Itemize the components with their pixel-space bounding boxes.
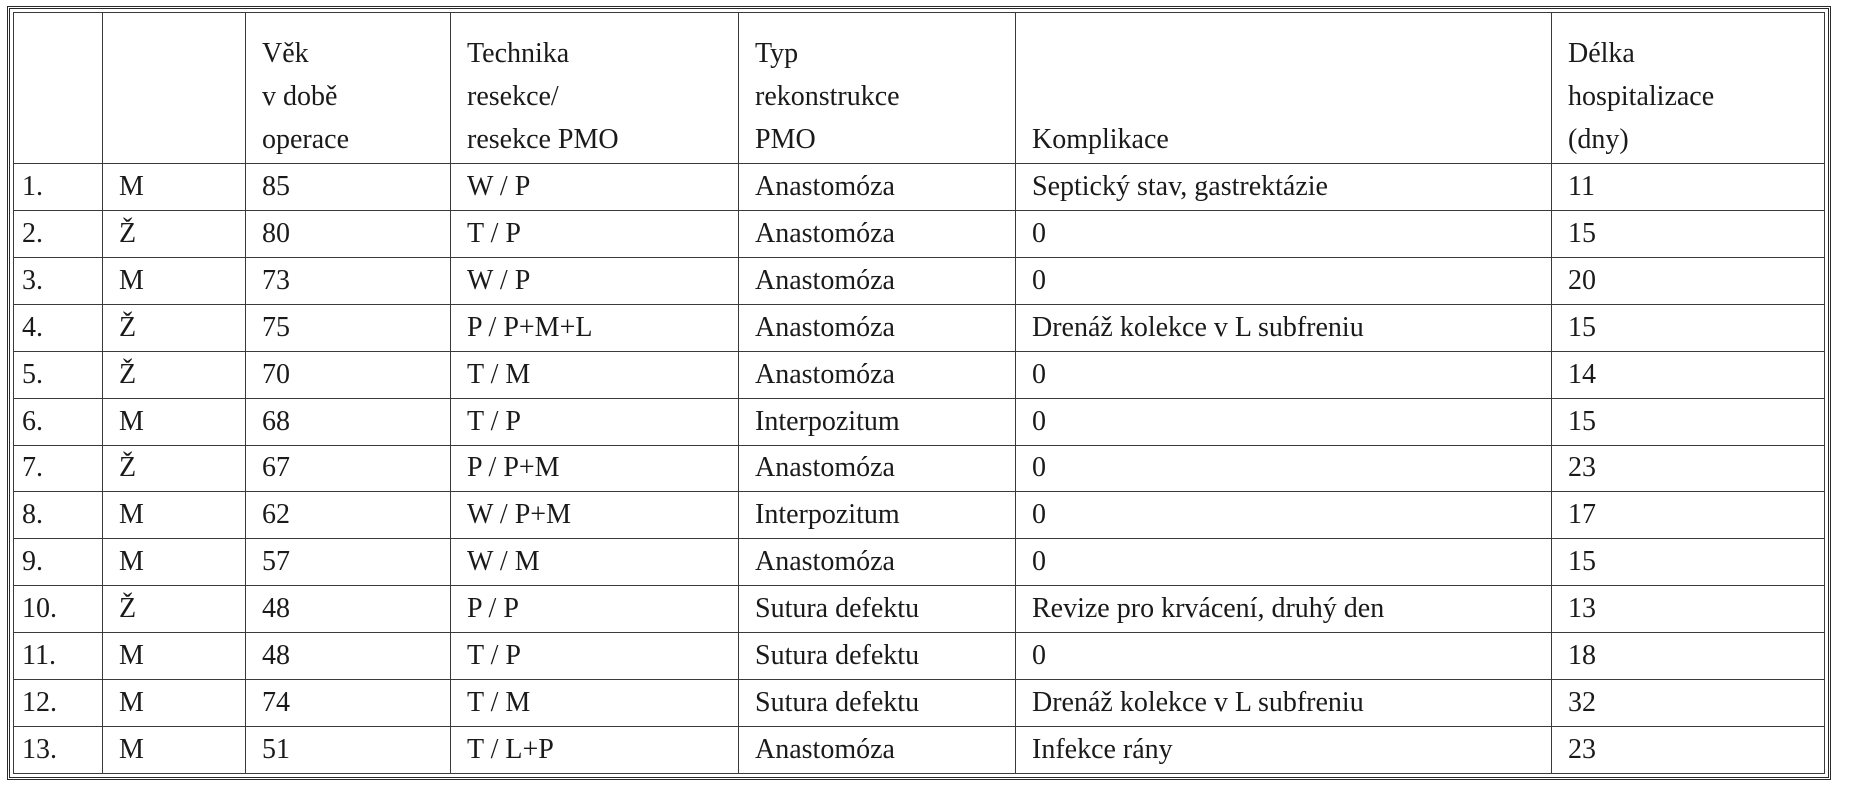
cell-complications: 0 [1016,445,1552,492]
cell-stay-length: 15 [1552,539,1825,586]
cell-index: 4. [14,304,103,351]
cell-sex: M [103,539,246,586]
cell-sex: M [103,257,246,304]
cell-age: 48 [246,586,451,633]
table-row [14,586,1825,633]
cell-complications: 0 [1016,492,1552,539]
cell-age: 62 [246,492,451,539]
cell-stay-length: 15 [1552,210,1825,257]
cell-sex: M [103,680,246,727]
table-row [14,445,1825,492]
table-row [14,727,1825,774]
cell-age: 68 [246,398,451,445]
cell-sex: M [103,164,246,211]
cell-age: 73 [246,257,451,304]
cell-technique: T / P [451,398,739,445]
cell-age: 67 [246,445,451,492]
cell-complications: 0 [1016,633,1552,680]
cell-stay-length: 20 [1552,257,1825,304]
cell-stay-length: 13 [1552,586,1825,633]
header-line: resekce/ [467,81,559,112]
table-frame [7,6,1831,780]
header-cell-technique [451,13,739,164]
header-line: Komplikace [1032,124,1169,155]
cell-technique: W / P [451,257,739,304]
header-line: operace [262,124,350,155]
cell-index: 8. [14,492,103,539]
cell-reconstruction: Anastomóza [739,727,1016,774]
cell-sex: Ž [103,351,246,398]
cell-sex: Ž [103,210,246,257]
header-cell-reconstruction [739,13,1016,164]
cell-stay-length: 15 [1552,398,1825,445]
table-row [14,680,1825,727]
cell-complications: 0 [1016,351,1552,398]
cell-complications: Revize pro krvácení, druhý den [1016,586,1552,633]
cell-index: 1. [14,164,103,211]
table-row [14,257,1825,304]
header-cell-sex [103,13,246,164]
cell-sex: M [103,492,246,539]
header-line: Délka [1568,38,1635,69]
cell-reconstruction: Interpozitum [739,398,1016,445]
cell-technique: T / M [451,680,739,727]
table-row [14,210,1825,257]
cell-complications: Drenáž kolekce v L subfreniu [1016,304,1552,351]
cell-stay-length: 11 [1552,164,1825,211]
header-line: Věk [262,38,309,69]
cell-index: 6. [14,398,103,445]
table-row [14,633,1825,680]
cell-reconstruction: Sutura defektu [739,680,1016,727]
header-line: PMO [755,124,816,155]
cell-stay-length: 32 [1552,680,1825,727]
header-cell-age [246,13,451,164]
cell-age: 74 [246,680,451,727]
table-row [14,351,1825,398]
cell-stay-length: 23 [1552,445,1825,492]
cell-technique: T / M [451,351,739,398]
cell-technique: P / P [451,586,739,633]
header-line: resekce PMO [467,124,619,155]
cell-complications: Drenáž kolekce v L subfreniu [1016,680,1552,727]
cell-technique: P / P+M+L [451,304,739,351]
table-row [14,398,1825,445]
cell-stay-length: 18 [1552,633,1825,680]
cell-age: 70 [246,351,451,398]
cell-age: 75 [246,304,451,351]
cell-sex: M [103,727,246,774]
cell-reconstruction: Anastomóza [739,351,1016,398]
header-cell-complications [1016,13,1552,164]
cell-index: 2. [14,210,103,257]
header-line: (dny) [1568,124,1629,155]
cell-reconstruction: Sutura defektu [739,633,1016,680]
cell-technique: W / P [451,164,739,211]
cell-index: 10. [14,586,103,633]
cell-sex: Ž [103,304,246,351]
cell-sex: Ž [103,445,246,492]
cell-complications: Infekce rány [1016,727,1552,774]
cell-complications: Septický stav, gastrektázie [1016,164,1552,211]
cell-technique: T / P [451,210,739,257]
table-row [14,539,1825,586]
cell-reconstruction: Interpozitum [739,492,1016,539]
cell-reconstruction: Anastomóza [739,164,1016,211]
cell-sex: M [103,398,246,445]
cell-reconstruction: Sutura defektu [739,586,1016,633]
cell-reconstruction: Anastomóza [739,257,1016,304]
cell-reconstruction: Anastomóza [739,210,1016,257]
cell-age: 85 [246,164,451,211]
cell-stay-length: 23 [1552,727,1825,774]
header-row [14,13,1825,164]
cell-stay-length: 15 [1552,304,1825,351]
header-line: v době [262,81,338,112]
patient-table [13,12,1825,774]
table-row [14,492,1825,539]
header-cell-index [14,13,103,164]
cell-technique: T / L+P [451,727,739,774]
table-row [14,304,1825,351]
cell-technique: P / P+M [451,445,739,492]
table-row [14,164,1825,211]
cell-sex: M [103,633,246,680]
header-cell-stay-length [1552,13,1825,164]
cell-technique: T / P [451,633,739,680]
cell-age: 51 [246,727,451,774]
cell-index: 3. [14,257,103,304]
cell-index: 12. [14,680,103,727]
header-line: Technika [467,38,570,69]
cell-complications: 0 [1016,257,1552,304]
cell-index: 9. [14,539,103,586]
cell-complications: 0 [1016,210,1552,257]
header-line: Typ [755,38,799,69]
cell-stay-length: 17 [1552,492,1825,539]
cell-index: 13. [14,727,103,774]
cell-reconstruction: Anastomóza [739,304,1016,351]
cell-age: 57 [246,539,451,586]
cell-technique: W / M [451,539,739,586]
header-line: hospitalizace [1568,81,1715,112]
cell-technique: W / P+M [451,492,739,539]
cell-stay-length: 14 [1552,351,1825,398]
cell-index: 5. [14,351,103,398]
cell-complications: 0 [1016,539,1552,586]
header-line: rekonstrukce [755,81,900,112]
cell-sex: Ž [103,586,246,633]
cell-index: 7. [14,445,103,492]
cell-age: 80 [246,210,451,257]
cell-age: 48 [246,633,451,680]
cell-reconstruction: Anastomóza [739,539,1016,586]
cell-reconstruction: Anastomóza [739,445,1016,492]
cell-complications: 0 [1016,398,1552,445]
table-body [14,164,1825,774]
cell-index: 11. [14,633,103,680]
